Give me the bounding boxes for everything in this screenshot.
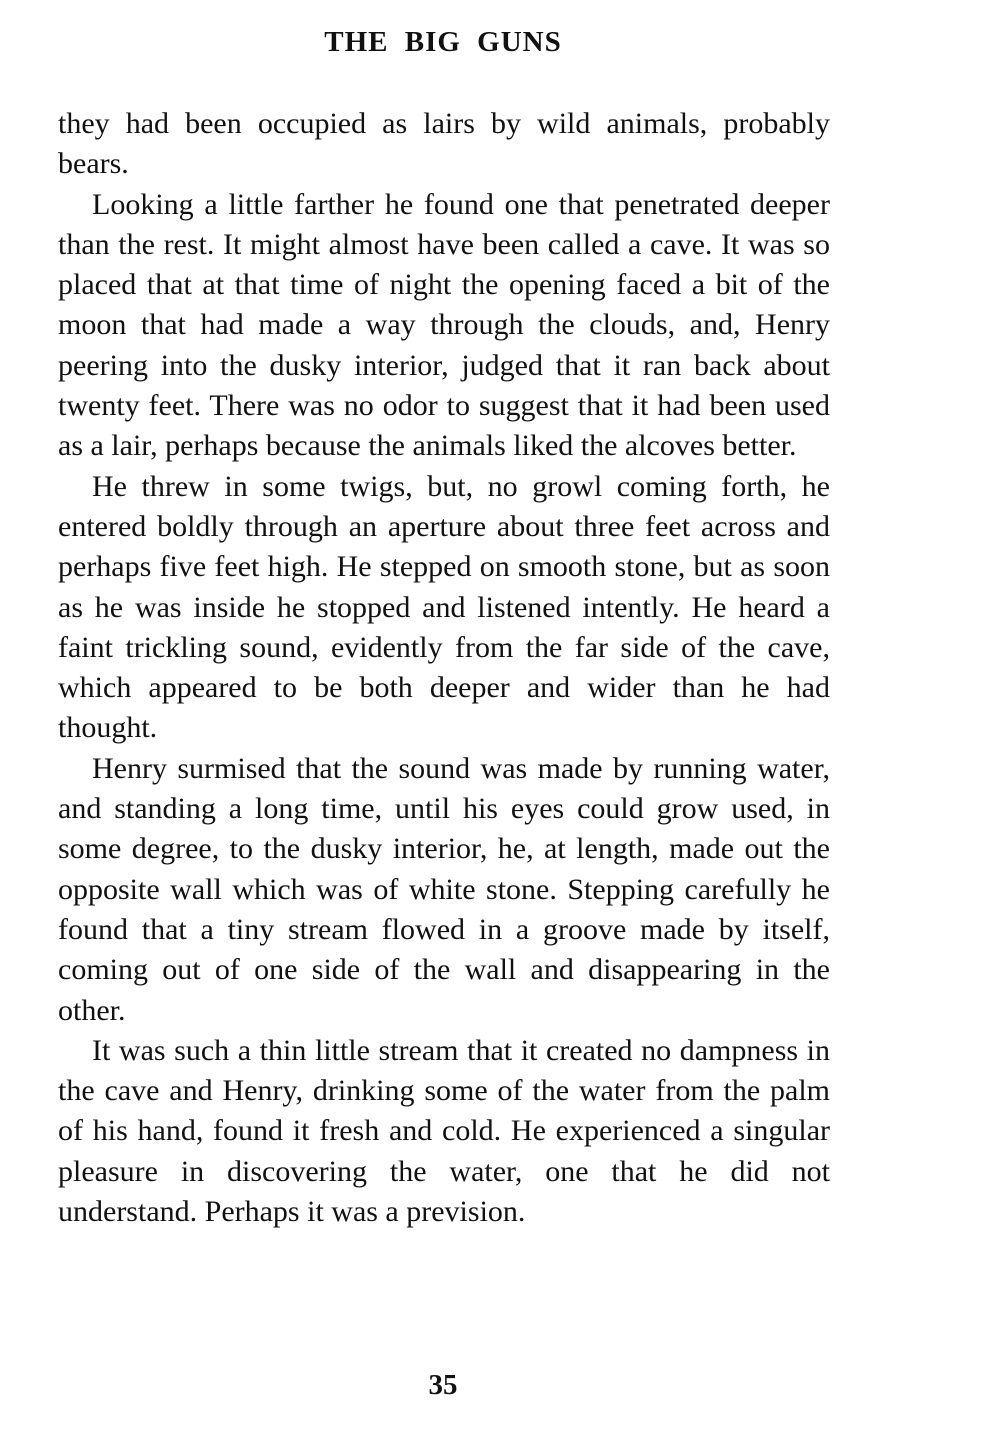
paragraph: they had been occupied as lairs by wild animals, probably bears.: [58, 107, 830, 181]
body-text: [58, 104, 830, 1232]
paragraph: He threw in some twigs, but, no growl coming forth, he entered boldly through an aperture about three feet across and perhaps five feet high. He stepped on smooth stone, but as soon as he was inside he stopped and listened intently. He heard a faint trickling sound, evidently from the far side of the cave, which appeared to be both deeper and wider than he had thought.: [58, 469, 830, 745]
running-head: THE BIG GUNS: [324, 26, 562, 58]
paragraph: Henry surmised that the sound was made by running water, and standing a long time, until his eyes could grow used, in some degree, to the dusky interior, he, at length, made out the opposite wall which was of white stone. Stepping carefully he found that a tiny stream flowed in a groove made by itself, coming out of one side of the wall and disappearing in the other.: [58, 751, 830, 1027]
paragraph: It was such a thin little stream that it created no dampness in the cave and Henry, drinking some of the water from the palm of his hand, found it fresh and cold. He experienced a singular pleasure in discovering the water, one that he did not understand. Perhaps it was a prevision.: [58, 1033, 830, 1229]
page-number: 35: [428, 1369, 458, 1401]
paragraph: Looking a little farther he found one that penetrated deeper than the rest. It might almost have been called a cave. It was so placed that at that time of night the opening faced a bit of the moon that had made a way through the clouds, and, Henry peering into the dusky interior, judged that it ran back about twenty feet. There was no odor to suggest that it had been used as a lair, perhaps because the animals liked the alcoves better.: [58, 187, 830, 463]
